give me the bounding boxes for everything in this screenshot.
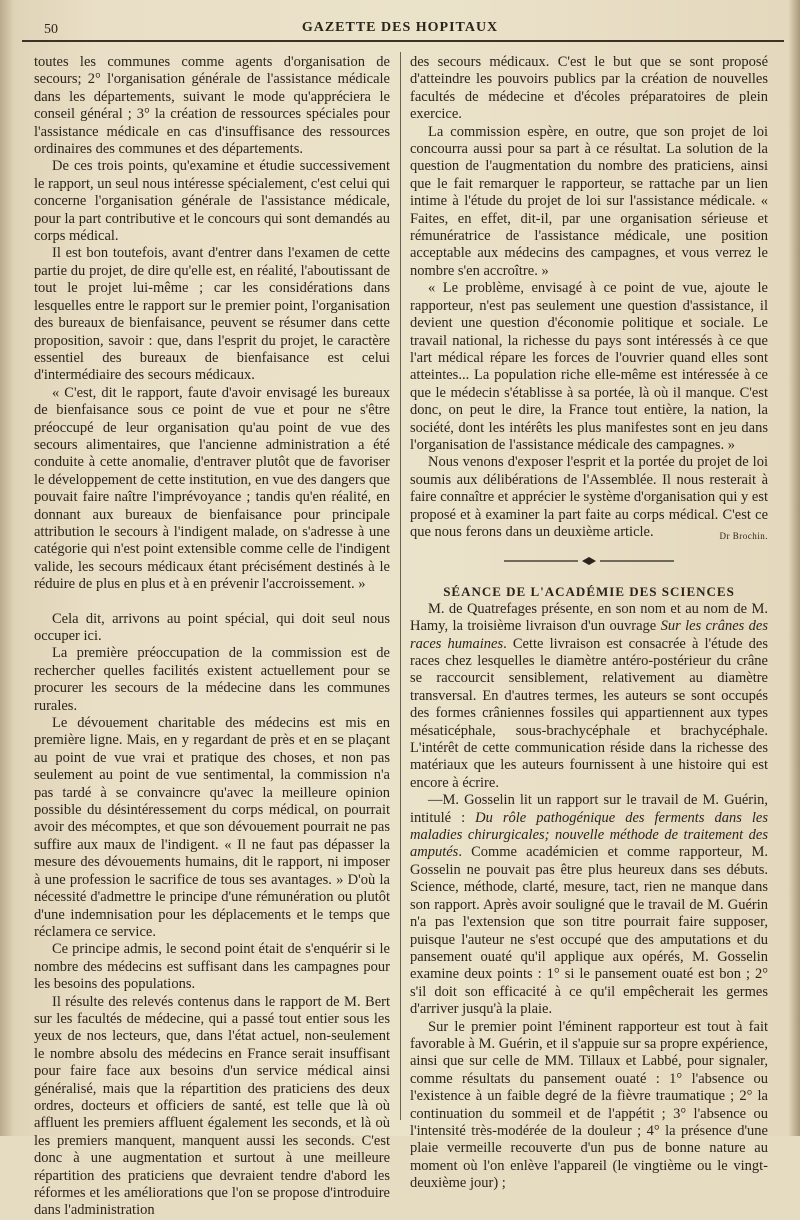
author-signature: Dr Brochin. [719,530,768,541]
page-header [22,14,778,42]
paragraph: Cela dit, arrivons au point spécial, qui doit seul nous occuper ici. [34,610,390,644]
page-number: 50 [44,22,58,37]
paragraph: « C'est, dit le rapport, faute d'avoir envisagé les bureaux de bienfaisance sous ce point de vue et pour ne s'être préoccupé de leur organisation qu'au point de vue des secours alimentaires, que l'ancienne administration a été conduite à cette anomalie, d'entraver plutôt que de favoriser le développement de cette institution, en vue des dangers que pouvait faire naître l'imprévoyance ; tandis qu'en réalité, en donnant aux bureaux de bienfaisance pour principale attribution le secours à l'indigent malade, on s'adresse à une catégorie qui n'est point extensible comme celle de l'indigent valide, les secours médicaux étant précisément destinés à le réduire de plus en plus et à en prévenir l'accroissement. » [34,384,390,593]
paragraph: Ce principe admis, le second point était de s'enquérir si le nombre des médecins est suffisant dans les campagnes pour les besoins des populations. [34,941,390,993]
paragraph [410,792,768,1018]
paragraph: La commission espère, en outre, que son projet de loi concourra aussi pour sa part à ce résultat. La solution de la question de l'augmentation du nombre des praticiens, ainsi que le fait remarquer le rapporteur, se rattache par un lien intime à l'étude du projet de loi sur l'assistance médicale. « Faites, en effet, dit-il, par une organisation sérieuse et rémunératrice de l'assistance médicale, une position acceptable aux médecins des campagnes, et vous verrez le nombre s'en accroître. » [410,123,768,279]
paragraph: De ces trois points, qu'examine et étudie successivement le rapport, un seul nous intéresse spécialement, c'est celui qui concerne l'organisation générale de l'assistance médicale, pour la part contributive et le concours qui sont demandés au corps médical. [34,158,390,245]
paragraph-text: . Comme académicien et comme rapporteur, M. Gosselin ne pouvait pas être plus heureux dans ses débuts. Science, méthode, clarté, mesure, tact, rien ne manque dans son rapport. Après avoir souligné que le travail de M. Guérin n'a pas l'extension que son titre pourrait faire supposer, puisque l'auteur ne s'est occupé que des amputations et du pansement ouaté qu'il applique aux opérés, M. Gosselin examine deux points : 1° si le pansement ouaté est bon ; 2° s'il doit son efficacité à ce qu'il empêcherait les germes d'arriver jusqu'à la plaie. [410,844,768,1018]
paragraph: Il est bon toutefois, avant d'entrer dans l'examen de cette partie du projet, de dire qu'elle est, en réalité, l'aboutissant de tout le projet lui-même ; car les considérations dans lesquelles entre le rapport sur le premier point, l'organisation des bureaux de bienfaisance, peuvent se résumer dans cette proposition, savoir : que, dans l'esprit du projet, le caractère essentiel des bureaux de bienfaisance est celui d'intermédiaire des secours médicaux. [34,245,390,384]
column-divider [400,52,401,1120]
paragraph: Il résulte des relevés contenus dans le rapport de M. Bert sur les facultés de médecine, qui a passé tout entier sous les yeux de nos lecteurs, que, dans l'état actuel, non-seulement le nombre absolu des médecins en France serait insuffisant pour faire face aux besoins d'un service médical ainsi généralisé, mais que la répartition des praticiens des deux ordres, docteurs et officiers de santé, est telle que là où affluent les premiers affluent également les seconds, et là où les premiers manquent, manquent aussi les seconds. C'est donc à une augmentation et surtout à une meilleure répartition des praticiens que devraient tendre d'abord les réformes et les améliorations que l'on se propose d'introduire dans l'administration [34,993,390,1219]
paragraph [410,601,768,792]
paragraph-text: —M. Gosselin lit un rapport sur le travail de M. Guérin, intitulé : [410,792,768,826]
paragraph: « Le problème, envisagé à ce point de vue, ajoute le rapporteur, n'est pas seulement une question d'assistance, il devient une question d'économie politique et sociale. Le travail national, la richesse du pays sont intéressés à ce que l'art médical répare les forces de l'ouvrier quand elles sont atteintes... La population riche elle-même est intéressée à ce que le médecin s'établisse à sa portée, là où il manque. C'est donc, on peut le dire, la France tout entière, la nation, la société, dont les intérêts les plus manifestes sont en jeu dans l'organisation de l'assistance médicale des campagnes. » [410,280,768,453]
work-title: Du rôle pathogénique des ferments dans les maladies chirurgicales; nouvelle méthode de traitement des amputés [410,809,768,861]
right-column [410,54,768,1193]
paragraph-with-signature [410,454,768,541]
paragraph: La première préoccupation de la commission est de rechercher quelles facilités existent actuellement pour se procurer les secours de la médecine dans les communes rurales. [34,645,390,714]
paragraph: toutes les communes comme agents d'organisation de secours; 2° l'organisation générale de l'assistance médicale dans les départements, suivant le mode qu'appréciera le conseil général ; 3° la création de ressources spéciales pour l'assistance médicale en cas d'insuffisance des ressources ordinaires des communes et des départements. [34,54,390,158]
work-title: Sur les crânes des races humaines [410,618,768,652]
paragraph-text: . Cette livraison est consacrée à l'étude des races chez lesquelles le diamètre antéro-postérieur du crâne se raccourcit sensiblement, relativement au diamètre transversal. En d'autres termes, les auteurs se sont occupés des formes crâniennes fossiles qui appartiennent aux types mésaticéphale, sous-brachycéphale et brachycéphale. L'intérêt de cette communication réside dans la richesse des matériaux que les auteurs fournissent à une histoire qui est encore à écrire. [410,635,768,791]
paragraph: Le dévouement charitable des médecins est mis en première ligne. Mais, en y regardant de près et en se plaçant au point de vue vrai et pratique des choses, et non pas seulement au point de vue sentimental, la commission n'a pas tardé à se convaincre qu'avec la meilleure opinion possible du désintéressement du corps médical, on pourrait avoir des mécomptes, et que son dévouement pourrait ne pas suffire aux maux de l'indigent. « Il ne faut pas dépasser la mesure des dévouements humains, dit le rapport, ni imposer à une profession le sacrifice de tous ses avantages. » D'où la nécessité d'admettre le principe d'une rémunération ou plutôt d'une indemnisation pour les déplacements et le temps que réclamera ce service. [34,715,390,940]
paragraph-text: Nous venons d'exposer l'esprit et la portée du projet de loi soumis aux délibérations de l'Assemblée. Il nous resterait à faire connaître et apprécier le système d'organisation qui y est proposé et à examiner la part faite au corps médical. C'est ce que nous ferons dans un deuxième article. [410,454,768,540]
page-edge-shadow-right [788,0,800,1136]
paragraph: Sur le premier point l'éminent rapporteur est tout à fait favorable à M. Guérin, et il s'appuie sur sa propre expérience, ainsi que sur celle de MM. Tillaux et Labbé, pour signaler, comme résultats du pansement ouaté : 1° l'absence ou l'existence à un faible degré de la fièvre traumatique ; 2° la continuation du sommeil et de l'appétit ; 3° l'absence ou l'intensité très-modérée de la douleur ; 4° la présence d'une plaie vermeille recouverte d'un pus de bonne nature au moment où l'on enlève l'appareil (le vingtième ou le vingt-deuxième jour) ; [410,1018,768,1192]
separator-ornament-icon [504,555,674,567]
paragraph: des secours médicaux. C'est le but que se sont proposé d'atteindre les pouvoirs publics par la création de nouvelles facultés de médecine et d'écoles préparatoires de plein exercice. [410,54,768,123]
paragraph-text: M. de Quatrefages présente, en son nom et au nom de M. Hamy, la troisième livraison d'un ouvrage [410,600,768,635]
section-heading: SÉANCE DE L'ACADÉMIE DES SCIENCES [443,584,735,600]
left-column [34,54,390,1220]
header-rule [22,40,784,42]
journal-title: GAZETTE DES HOPITAUX [301,20,499,35]
section-separator [410,555,768,569]
page-edge-shadow-left [0,0,14,1136]
